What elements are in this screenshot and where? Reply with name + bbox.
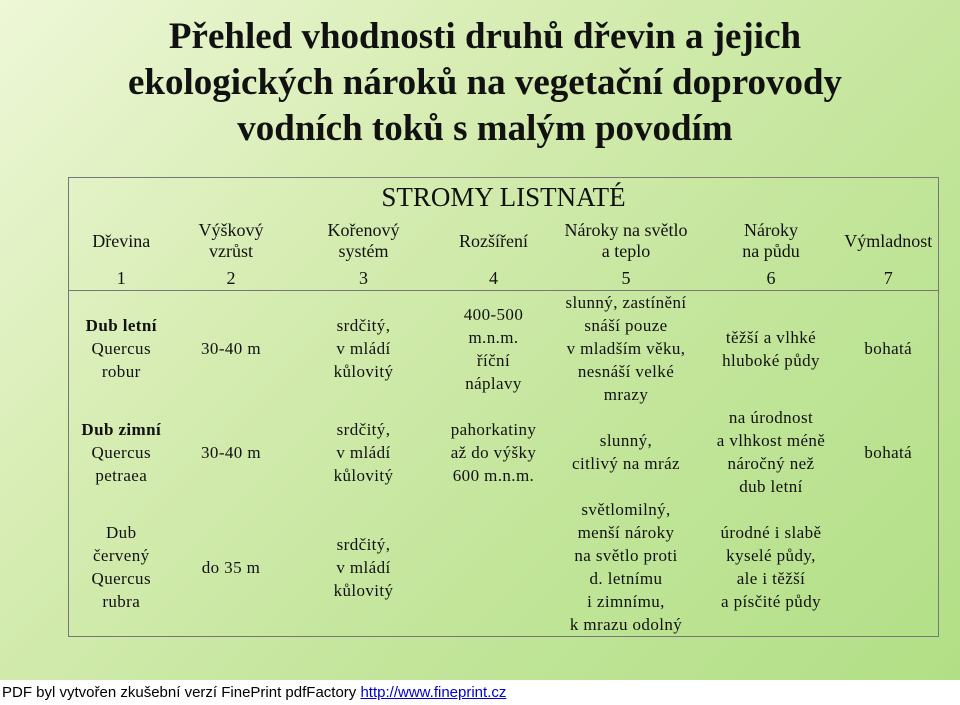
soil-cell: těžší a vlhké hluboké půdy bbox=[722, 327, 820, 370]
header-distribution: Rozšíření bbox=[459, 230, 528, 251]
light-cell: slunný, zastínění snáší pouze v mladším věku, nesnáší velké mrazy bbox=[565, 293, 687, 404]
header-roots: Kořenový systém bbox=[327, 220, 400, 261]
soil-cell: úrodné i slabě kyselé půdy, ale i těžší a písčité půdy bbox=[704, 498, 839, 637]
height-cell: 30-40 m bbox=[201, 339, 261, 358]
footer-link[interactable]: http://www.fineprint.cz bbox=[360, 684, 507, 701]
footer-text: PDF byl vytvořen zkušební verzí FinePrint pdfFactory bbox=[2, 684, 357, 701]
column-number: 5 bbox=[549, 266, 704, 291]
pdf-footer bbox=[0, 680, 960, 705]
table-row bbox=[69, 498, 939, 637]
title-line-3: vodních toků s malým povodím bbox=[237, 108, 733, 149]
header-species: Dřevina bbox=[69, 216, 174, 266]
light-cell: světlomilný, menší nároky na světlo proti d. letnímu i zimnímu, k mrazu odolný bbox=[549, 498, 704, 637]
title-line-2: ekologických nároků na vegetační doprovody bbox=[127, 62, 843, 103]
column-number: 6 bbox=[704, 266, 839, 291]
coppice-cell bbox=[839, 498, 939, 637]
roots-cell: srdčitý, v mládí kůlovitý bbox=[333, 316, 394, 381]
species-table bbox=[68, 177, 939, 637]
height-cell: 30-40 m bbox=[201, 442, 261, 462]
distribution-cell: pahorkatiny až do výšky 600 m.n.m. bbox=[450, 419, 537, 485]
header-soil: Nároky na půdu bbox=[742, 220, 800, 261]
title-line-1: Přehled vhodnosti druhů dřevin a jejich bbox=[168, 16, 802, 57]
table-section-title: STROMY LISTNATÉ bbox=[69, 178, 939, 217]
column-number: 2 bbox=[174, 266, 289, 291]
table-row bbox=[69, 406, 939, 498]
header-height: Výškový vzrůst bbox=[198, 220, 264, 261]
light-cell: slunný, citlivý na mráz bbox=[572, 431, 680, 473]
species-name: Dub letní Quercus robur bbox=[69, 291, 174, 407]
roots-cell: srdčitý, v mládí kůlovitý bbox=[333, 419, 394, 485]
page-title bbox=[60, 14, 910, 152]
header-coppice: Výmladnost bbox=[839, 216, 939, 266]
table-row bbox=[69, 291, 939, 407]
column-number: 1 bbox=[69, 266, 174, 291]
column-number: 3 bbox=[289, 266, 439, 291]
roots-cell: srdčitý, v mládí kůlovitý bbox=[289, 498, 439, 637]
distribution-cell: 400-500 m.n.m. říční náplavy bbox=[463, 304, 524, 393]
species-name: Dub zimní Quercus petraea bbox=[69, 406, 174, 498]
soil-cell: na úrodnost a vlhkost méně náročný než dub letní bbox=[716, 408, 826, 496]
coppice-cell: bohatá bbox=[839, 406, 939, 498]
header-light: Nároky na světlo a teplo bbox=[564, 220, 688, 261]
distribution-cell bbox=[439, 498, 549, 637]
height-cell: do 35 m bbox=[174, 498, 289, 637]
column-number: 7 bbox=[839, 266, 939, 291]
coppice-cell: bohatá bbox=[839, 291, 939, 407]
species-name: Dub červený Quercus rubra bbox=[69, 498, 174, 637]
column-number: 4 bbox=[439, 266, 549, 291]
